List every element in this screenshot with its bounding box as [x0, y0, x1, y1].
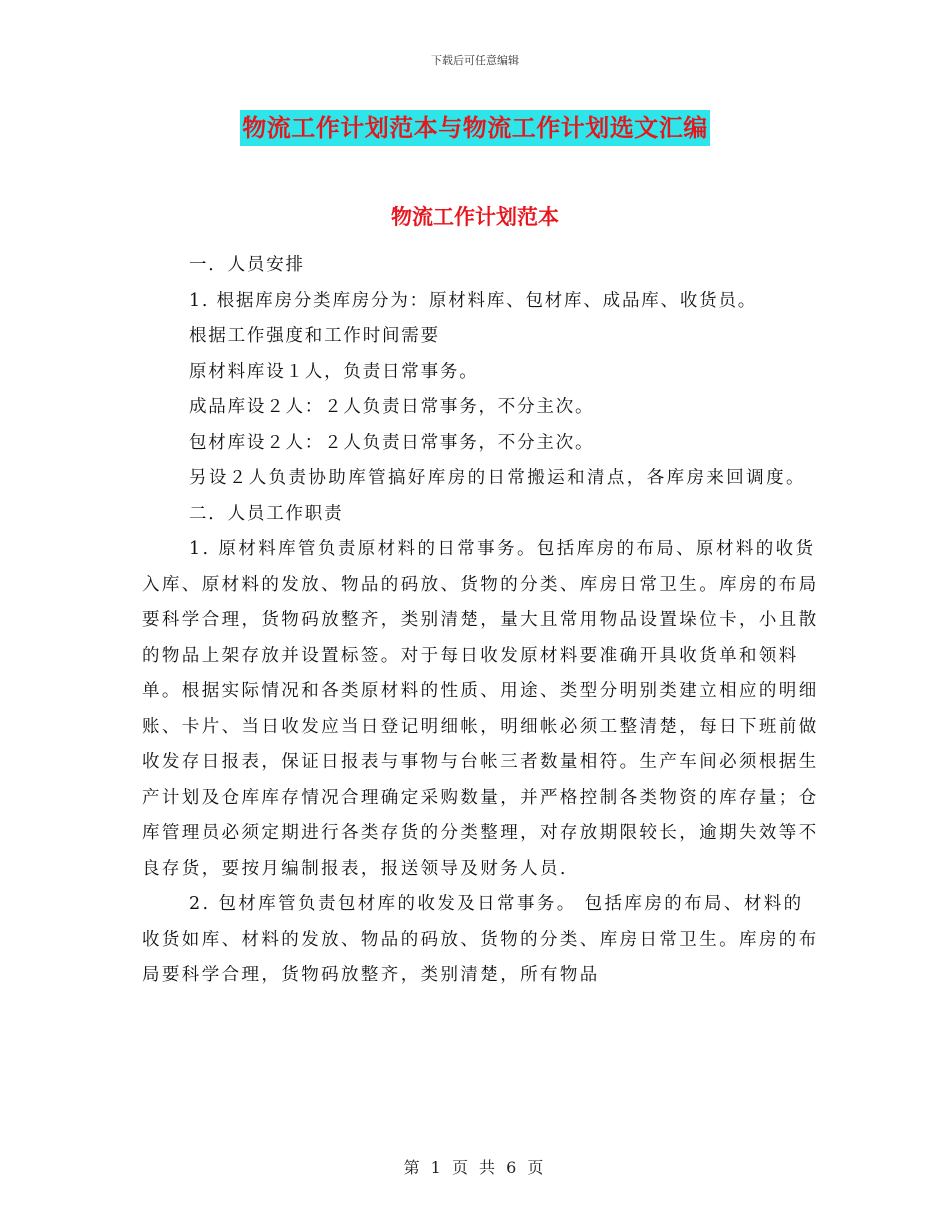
paragraph: 原材料库设１人，负责日常事务。 — [189, 361, 479, 382]
document-title-block — [0, 110, 950, 146]
heading-duties: 二．人员工作职责 — [189, 503, 344, 524]
heading-staffing: 一．人员安排 — [189, 255, 305, 275]
document-body — [142, 248, 822, 994]
section-title: 物流工作计划范本 — [391, 204, 559, 229]
paragraph: 1. 原材料库管负责原材料的日常事务。包括库房的布局、原材料的收货入库、原材料的发放、物品的码放、货物的分类、库房日常卫生。库房的布局要科学合理，货物码放整齐，类别清楚，量大且常用物品设置垛位卡，小且散的物品上架存放并设置标签。对于每日收发原材料要准确开具收货单和领料单。根据实际情况和各类原材料的性质、用途、类型分明别类建立相应的明细账、卡片、当日收发应当日登记明细帐，明细帐必须工整清楚，每日下班前做收发存日报表，保证日报表与事物与台帐三者数量相符。生产车间必须根据生产计划及仓库库存情况合理确定采购数量，并严格控制各类物资的库存量；仓库管理员必须定期进行各类存货的分类整理，对存放期限较长，逾期失效等不良存货，要按月编制报表，报送领导及财务人员. — [142, 539, 819, 879]
paragraph: 1. 根据库房分类库房分为：原材料库、包材库、成品库、收货员。 — [189, 290, 758, 311]
paragraph: 根据工作强度和工作时间需要 — [189, 326, 440, 346]
paragraph: 2. 包材库管负责包材库的收发及日常事务。 包括库房的布局、材料的收货如库、材料的发放、物品的码放、货物的分类、库房日常卫生。库房的布局要科学合理，货物码放整齐，类别清楚，所有物品 — [142, 894, 819, 985]
paragraph: 另设２人负责协助库管搞好库房的日常搬运和清点，各库房来回调度。 — [189, 468, 806, 488]
page-header: 下载后可任意编辑 — [431, 54, 519, 67]
page-footer: 第 1 页 共 6 页 — [403, 1158, 547, 1177]
paragraph: 成品库设２人：２人负责日常事务，不分主次。 — [189, 397, 595, 417]
document-title: 物流工作计划范本与物流工作计划选文汇编 — [240, 110, 710, 146]
paragraph: 包材库设２人：２人负责日常事务，不分主次。 — [189, 432, 595, 453]
